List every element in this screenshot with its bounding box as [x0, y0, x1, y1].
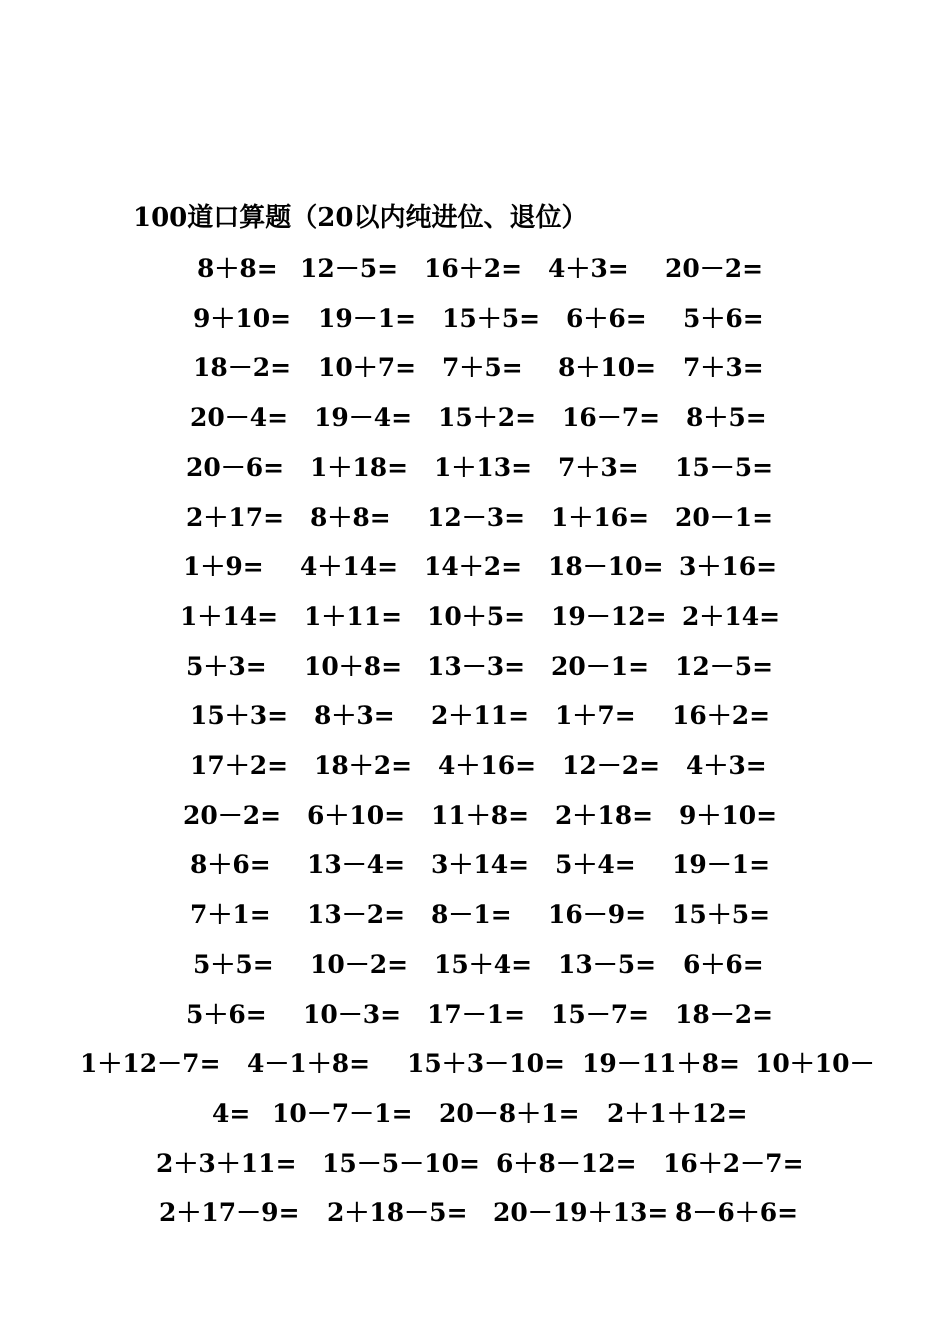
- problem-item: 15＋2=: [438, 403, 537, 433]
- problem-item: 15＋3－10=: [407, 1049, 565, 1079]
- problem-row: [0, 840, 950, 890]
- problem-item: 2＋18=: [555, 800, 654, 830]
- problem-row: [0, 393, 950, 443]
- problem-item: 8－6＋6=: [675, 1198, 799, 1228]
- problem-item: 8＋8=: [197, 254, 278, 283]
- problem-item: 2＋11=: [431, 701, 530, 731]
- problem-item: 1＋7=: [555, 701, 636, 731]
- problem-item: 5＋6=: [186, 999, 267, 1029]
- problem-item: 6＋10=: [307, 800, 406, 830]
- problem-item: 20－8＋1=: [439, 1098, 580, 1128]
- problem-item: 2＋17=: [186, 502, 285, 532]
- problem-item: 14＋2=: [424, 552, 523, 582]
- problem-row: [0, 1139, 950, 1189]
- problem-item: 20－2=: [183, 800, 282, 830]
- problem-item: 7＋3=: [683, 353, 764, 383]
- problem-row: [0, 244, 950, 294]
- problem-item: 6＋6=: [683, 949, 764, 979]
- problem-item: 15－5－10=: [322, 1148, 480, 1178]
- problem-item: 19－12=: [551, 601, 667, 631]
- problem-item: 8＋8=: [310, 502, 391, 532]
- problem-item: 4＋3=: [548, 254, 629, 283]
- problem-item: 13－2=: [307, 900, 406, 930]
- problem-item: 10－2=: [310, 949, 409, 979]
- problem-item: 20－4=: [190, 403, 289, 433]
- problem-item: 20－2=: [665, 254, 764, 283]
- problem-item: 8＋5=: [686, 403, 767, 433]
- problem-item: 6＋6=: [566, 303, 647, 333]
- problem-item: 15－7=: [551, 999, 650, 1029]
- problem-item: 6＋8－12=: [496, 1148, 637, 1178]
- problem-item: 13－3=: [427, 651, 526, 681]
- problem-item: 19－1=: [318, 303, 417, 333]
- problem-item: 1＋13=: [434, 452, 533, 482]
- problem-item: 1＋18=: [310, 452, 409, 482]
- problem-item: 12－3=: [427, 502, 526, 532]
- problem-item: 4＋3=: [686, 751, 767, 780]
- problem-item: 20－19＋13=: [493, 1198, 669, 1228]
- problem-item: 15＋4=: [434, 949, 533, 979]
- problem-item: 12－5=: [300, 254, 399, 283]
- problem-item: 5＋6=: [683, 303, 764, 333]
- problem-item: 9＋10=: [679, 800, 778, 830]
- problem-item: 16＋2=: [672, 701, 771, 731]
- problem-item: 15＋3=: [190, 701, 289, 731]
- problem-row: [0, 990, 950, 1040]
- problem-item: 2＋14=: [682, 601, 781, 631]
- problem-item: 17＋2=: [190, 751, 289, 780]
- problem-item: 20－1=: [551, 651, 650, 681]
- problem-item: 4－1＋8=: [247, 1049, 371, 1079]
- problem-item: 19－11＋8=: [582, 1049, 740, 1079]
- problem-item: 16＋2－7=: [663, 1148, 804, 1178]
- problem-item: 1＋14=: [180, 601, 279, 631]
- problem-item: 10＋8=: [304, 651, 403, 681]
- problem-item: 4=: [212, 1098, 251, 1128]
- problem-item: 3＋16=: [679, 552, 778, 582]
- problem-item: 10＋5=: [427, 601, 526, 631]
- problem-item: 8＋6=: [190, 850, 271, 880]
- problem-item: 4＋16=: [438, 751, 537, 780]
- problem-row: [0, 343, 950, 393]
- problem-row: [0, 691, 950, 741]
- problem-item: 2＋17－9=: [159, 1198, 300, 1228]
- problem-item: 8＋10=: [558, 353, 657, 383]
- problem-item: 7＋3=: [558, 452, 639, 482]
- problem-item: 13－4=: [307, 850, 406, 880]
- problem-row: [0, 1188, 950, 1238]
- problem-row: [0, 791, 950, 841]
- problem-row: [0, 592, 950, 642]
- problem-item: 18－2=: [193, 353, 292, 383]
- problem-row: [0, 741, 950, 791]
- problem-item: 8＋3=: [314, 701, 395, 731]
- problem-item: 10＋10－: [755, 1049, 875, 1079]
- worksheet-title: 100道口算题（20以内纯进位、退位）: [133, 203, 588, 233]
- problem-item: 15－5=: [675, 452, 774, 482]
- problem-item: 19－4=: [314, 403, 413, 433]
- problem-item: 5＋4=: [555, 850, 636, 880]
- problem-item: 2＋3＋11=: [156, 1148, 297, 1178]
- problem-item: 1＋16=: [551, 502, 650, 532]
- problem-item: 12－5=: [675, 651, 774, 681]
- problem-item: 16＋2=: [424, 254, 523, 283]
- problem-item: 7＋5=: [442, 353, 523, 383]
- problem-row: [0, 443, 950, 493]
- problem-item: 2＋18－5=: [327, 1198, 468, 1228]
- problem-item: 20－6=: [186, 452, 285, 482]
- problem-item: 11＋8=: [431, 800, 530, 830]
- problem-row: [0, 1089, 950, 1139]
- problem-item: 2＋1＋12=: [607, 1098, 748, 1128]
- problem-item: 1＋9=: [183, 552, 264, 582]
- problem-row: [0, 542, 950, 592]
- problem-item: 17－1=: [427, 999, 526, 1029]
- problem-item: 20－1=: [675, 502, 774, 532]
- problem-item: 19－1=: [672, 850, 771, 880]
- problem-row: [0, 890, 950, 940]
- problem-item: 15＋5=: [672, 900, 771, 930]
- problem-item: 18＋2=: [314, 751, 413, 780]
- problem-row: [0, 294, 950, 344]
- problem-item: 7＋1=: [190, 900, 271, 930]
- problem-item: 5＋3=: [186, 651, 267, 681]
- problem-item: 18－10=: [548, 552, 664, 582]
- problem-item: 10－7－1=: [272, 1098, 413, 1128]
- problem-row: [0, 493, 950, 543]
- problem-row: [0, 940, 950, 990]
- problem-item: 18－2=: [675, 999, 774, 1029]
- problem-row: [0, 642, 950, 692]
- problem-row: [0, 1039, 950, 1089]
- problem-item: 15＋5=: [442, 303, 541, 333]
- problem-item: 13－5=: [558, 949, 657, 979]
- problem-item: 4＋14=: [300, 552, 399, 582]
- problem-item: 10－3=: [303, 999, 402, 1029]
- problem-item: 1＋11=: [304, 601, 403, 631]
- problem-item: 9＋10=: [193, 303, 292, 333]
- problem-item: 5＋5=: [193, 949, 274, 979]
- problem-item: 1＋12－7=: [80, 1049, 221, 1079]
- problem-item: 12－2=: [562, 751, 661, 780]
- problem-item: 8－1=: [431, 900, 512, 930]
- problem-item: 16－7=: [562, 403, 661, 433]
- problem-item: 3＋14=: [431, 850, 530, 880]
- problem-item: 16－9=: [548, 900, 647, 930]
- problem-item: 10＋7=: [318, 353, 417, 383]
